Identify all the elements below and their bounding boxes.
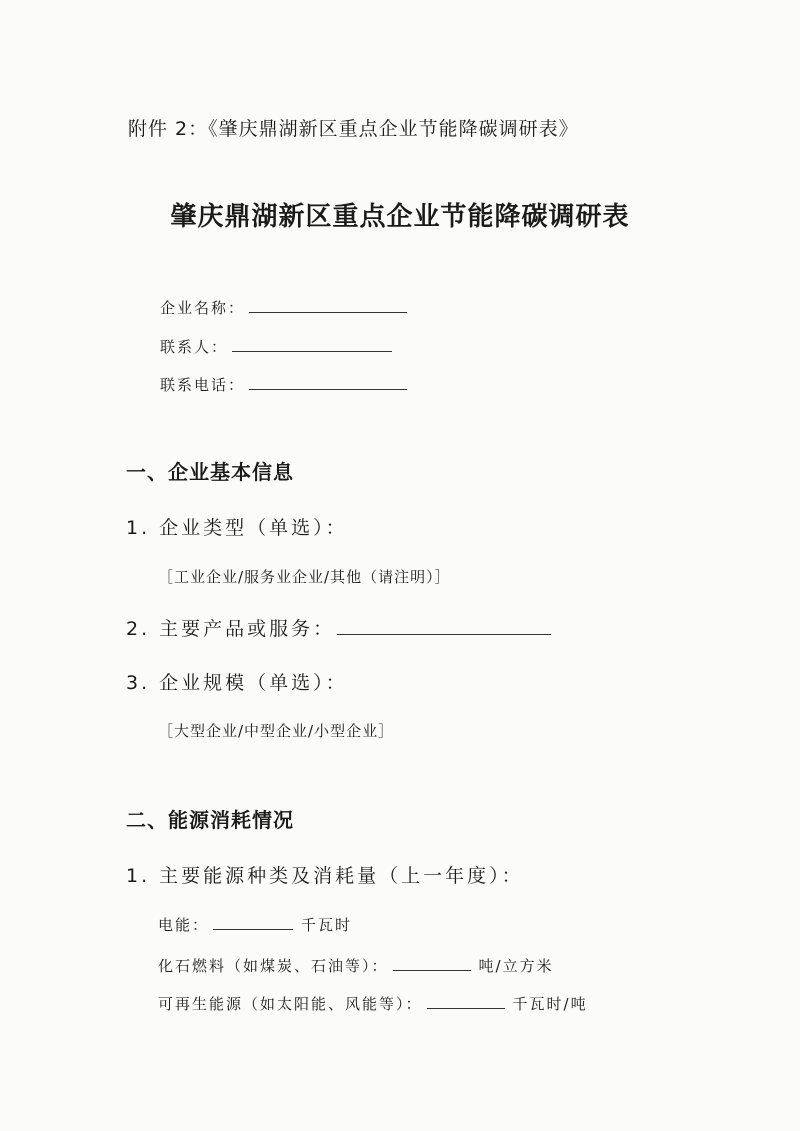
renewable-blank[interactable] bbox=[427, 1007, 505, 1009]
company-name-field[interactable] bbox=[160, 297, 407, 318]
contact-phone-field[interactable] bbox=[160, 374, 407, 395]
fossil-fuel-blank[interactable] bbox=[393, 969, 471, 971]
attachment-line: 附件 2：《肇庆鼎湖新区重点企业节能降碳调研表》 bbox=[128, 118, 579, 140]
contact-phone-label: 联系电话： bbox=[160, 376, 246, 394]
fossil-fuel-row[interactable] bbox=[158, 955, 554, 976]
q2-label: 2. 主要产品或服务： bbox=[126, 618, 336, 640]
fossil-fuel-unit: 吨/立方米 bbox=[478, 957, 554, 975]
electricity-unit: 千瓦时 bbox=[301, 916, 353, 934]
electricity-label: 电能： bbox=[158, 916, 210, 934]
section2-heading: 二、能源消耗情况 bbox=[126, 808, 294, 832]
renewable-row[interactable] bbox=[158, 993, 588, 1014]
renewable-label: 可再生能源（如太阳能、风能等）： bbox=[158, 995, 423, 1013]
contact-person-blank[interactable] bbox=[232, 350, 392, 352]
q2-main-product[interactable] bbox=[126, 614, 551, 641]
electricity-blank[interactable] bbox=[213, 928, 293, 930]
page-title: 肇庆鼎湖新区重点企业节能降碳调研表 bbox=[170, 202, 630, 232]
q3-options[interactable]: ［大型企业/中型企业/小型企业］ bbox=[158, 722, 395, 740]
contact-person-field[interactable] bbox=[160, 336, 392, 357]
q1-company-type: 1. 企业类型（单选）： bbox=[126, 517, 348, 539]
q3-company-scale: 3. 企业规模（单选）： bbox=[126, 672, 348, 694]
electricity-row[interactable] bbox=[158, 914, 352, 935]
s2-q1-energy-types: 1. 主要能源种类及消耗量（上一年度）： bbox=[126, 865, 524, 887]
contact-phone-blank[interactable] bbox=[249, 388, 407, 390]
q2-blank[interactable] bbox=[337, 633, 551, 635]
contact-person-label: 联系人： bbox=[160, 338, 229, 356]
company-name-blank[interactable] bbox=[249, 311, 407, 313]
renewable-unit: 千瓦时/吨 bbox=[512, 995, 588, 1013]
company-name-label: 企业名称： bbox=[160, 299, 246, 317]
q1-options[interactable]: ［工业企业/服务业企业/其他（请注明）］ bbox=[158, 568, 451, 586]
section1-heading: 一、企业基本信息 bbox=[126, 460, 294, 484]
fossil-fuel-label: 化石燃料（如煤炭、石油等）： bbox=[158, 957, 389, 975]
